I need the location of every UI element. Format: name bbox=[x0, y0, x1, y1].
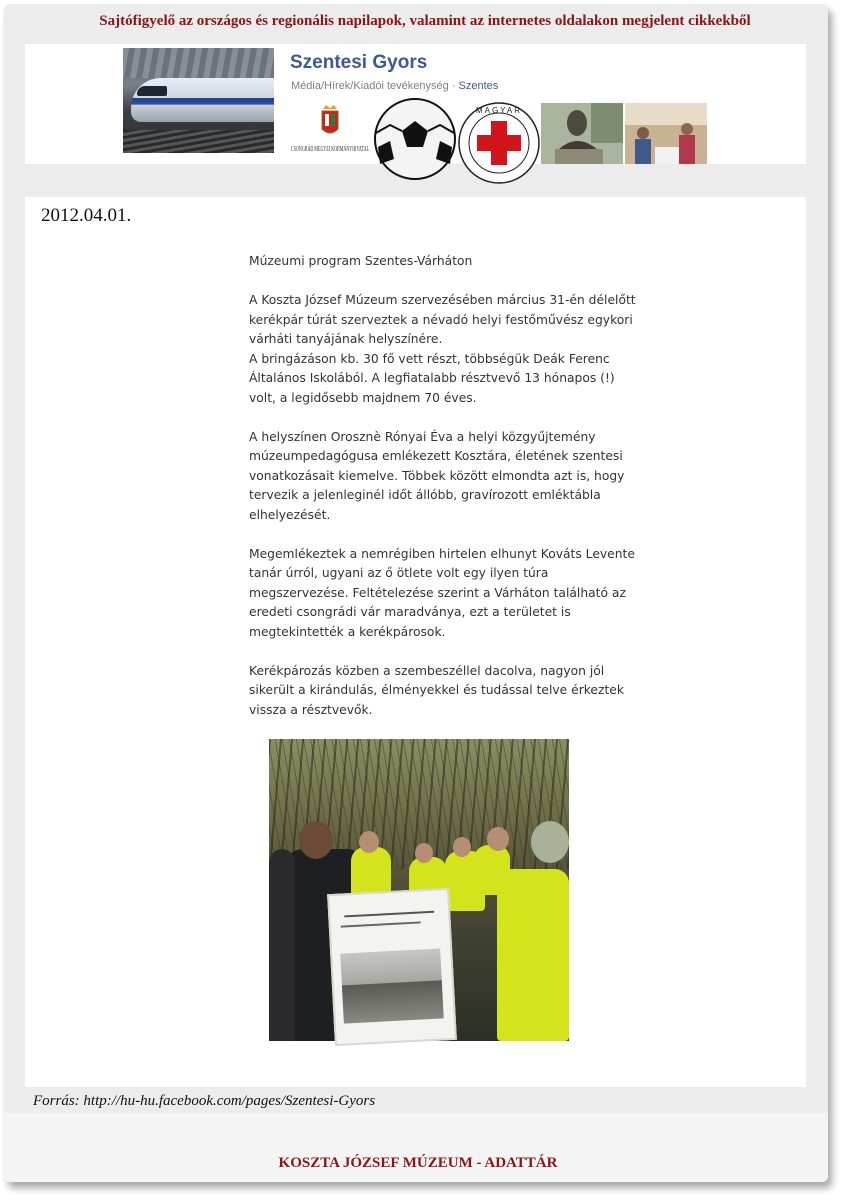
photo-person-head bbox=[453, 837, 471, 857]
cover-photo-train bbox=[123, 48, 274, 153]
sign-text-line bbox=[341, 921, 421, 927]
article-date: 2012.04.01. bbox=[41, 205, 132, 226]
rail-tracks bbox=[123, 130, 274, 153]
cross-caption: MAGYAR bbox=[475, 106, 523, 115]
thumb-red-cross[interactable] bbox=[457, 103, 540, 164]
photo-person-head bbox=[299, 821, 333, 859]
facebook-page-category bbox=[291, 80, 498, 92]
photo-person-head bbox=[487, 827, 509, 851]
photo-vest bbox=[497, 869, 569, 1041]
location-link[interactable]: Szentes bbox=[458, 80, 499, 92]
thumb-football[interactable] bbox=[374, 103, 457, 164]
thumb-gathering[interactable] bbox=[625, 103, 707, 164]
photo-person-head bbox=[415, 843, 433, 863]
article-body bbox=[249, 252, 639, 740]
page-heading: Sajtófigyelő az országos és regionális napilapok, valamint az internetes oldalakon megjelent cikkekből bbox=[99, 13, 751, 29]
photo-person-head bbox=[531, 821, 569, 863]
photo-person-dark bbox=[269, 849, 295, 1041]
article-paragraph: Kerékpározás közben a szembeszéllel dacolva, nagyon jól sikerült a kirándulás, élményekkel és tudással telve érkeztek vissza a résztvevők. bbox=[249, 663, 624, 717]
train-window bbox=[137, 86, 167, 96]
train-shape bbox=[131, 78, 274, 122]
footer-title: KOSZTA JÓZSEF MÚZEUM - ADATTÁR bbox=[278, 1155, 558, 1171]
sign-text-line bbox=[344, 911, 434, 918]
station-roof bbox=[123, 48, 274, 78]
photo-person-head bbox=[359, 831, 379, 853]
thumb-county-crest[interactable] bbox=[290, 103, 370, 164]
source-link[interactable]: Forrás: http://hu-hu.facebook.com/pages/Szentesi-Gyors bbox=[33, 1093, 376, 1109]
category-label: Média/Hírek/Kiadói tevékenység bbox=[291, 80, 449, 92]
article-title: Múzeumi program Szentes-Várháton bbox=[249, 254, 473, 268]
crest-caption: CSONGRÁD MEGYEI KORMÁNYHIVATAL bbox=[291, 145, 369, 153]
facebook-page-name[interactable]: Szentesi Gyors bbox=[290, 52, 428, 73]
category-separator: · bbox=[451, 80, 456, 92]
sign-picture bbox=[340, 948, 444, 1023]
article-paragraph: Megemlékeztek a nemrégiben hirtelen elhunyt Kováts Levente tanár úrról, ugyani az ő ötlete volt egy ilyen túra megszervezése. Feltételezése szerint a Várháton található az eredeti csongrádi vár maradványa, ezt a területet is megtekintették a kerékpárosok. bbox=[249, 546, 635, 639]
article-paragraph: A Koszta József Múzeum szervezésében március 31-én délelőtt kerékpár túrát szerveztek a névadó helyi festőművész egykori várháti tanyájának helyszínére. A bringázáson kb. 30 fő vett részt, többségük Deák Ferenc Általános Iskolából. A legfiatalabb résztvevő 13 hónapos (!) volt, a legidősebb majdnem 70 éves. bbox=[249, 293, 636, 405]
article-photo[interactable] bbox=[269, 739, 569, 1041]
article-paragraph: A helyszínen Orosznè Rónyai Éva a helyi közgyűjtemény múzeumpedagógusa emlékezett Kosztára, életének szentesi vonatkozásait kiemelve. Többek között elmondta azt is, hogy tervezik a jelenleginél időt állóbb, gravírozott emléktábla elhelyezését. bbox=[249, 429, 625, 522]
photo-sign bbox=[327, 888, 457, 1046]
thumb-statue[interactable] bbox=[541, 103, 623, 164]
